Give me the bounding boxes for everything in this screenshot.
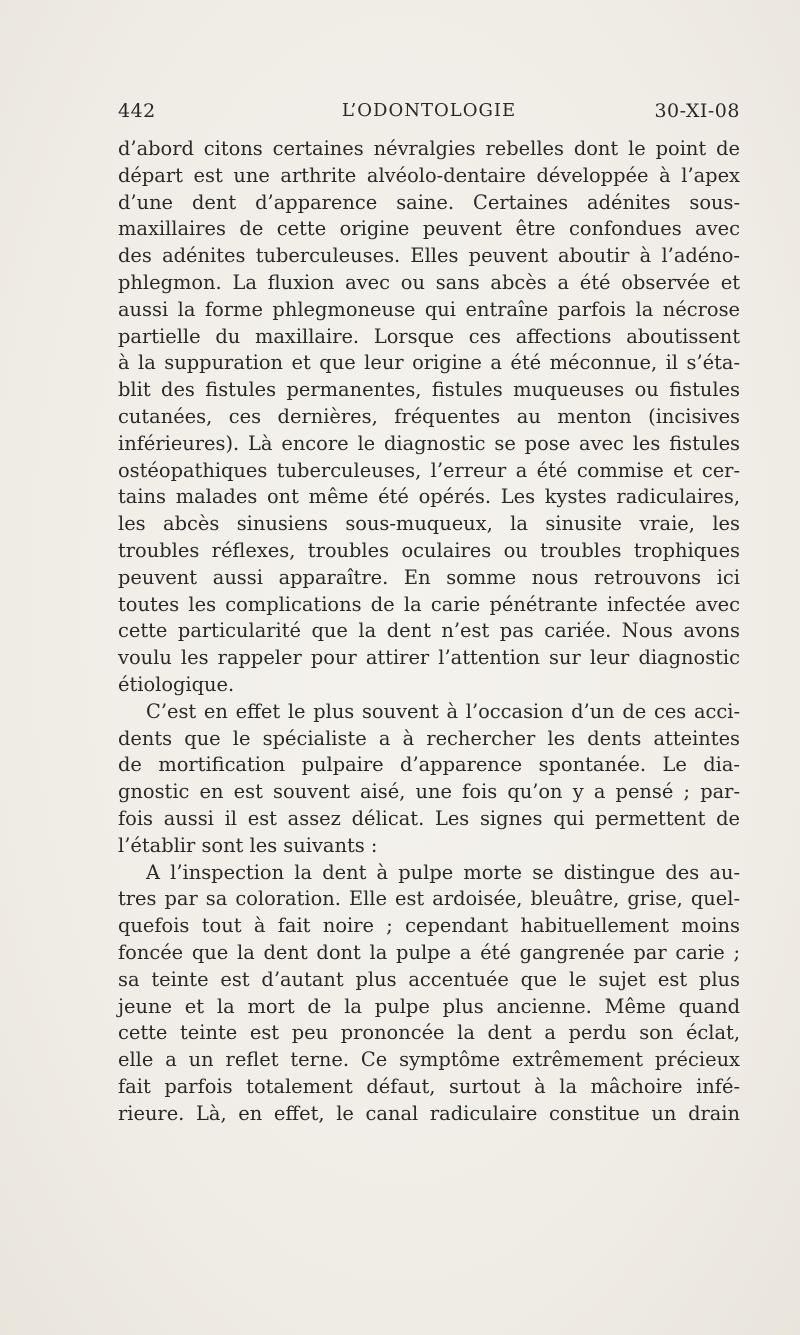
- text-line: partielle du maxillaire. Lorsque ces affections aboutissent: [118, 324, 740, 348]
- text-line: de mortification pulpaire d’apparence spontanée. Le dia-: [118, 753, 740, 777]
- text-line: fois aussi il est assez délicat. Les signes qui permettent de: [118, 806, 740, 830]
- text-line: troubles réflexes, troubles oculaires ou troubles trophiques: [118, 538, 740, 562]
- page-number: 442: [118, 100, 156, 122]
- text-line: fait parfois totalement défaut, surtout à la mâchoire infé-: [118, 1074, 740, 1098]
- text-line: aussi la forme phlegmoneuse qui entraîne parfois la nécrose: [118, 297, 740, 321]
- text-line: dents que le spécialiste a à rechercher les dents atteintes: [118, 726, 740, 750]
- body-text: [118, 136, 740, 1127]
- text-line: étiologique.: [118, 672, 235, 696]
- text-line: A l’inspection la dent à pulpe morte se distingue des au-: [146, 860, 740, 884]
- text-line: jeune et la mort de la pulpe plus ancienne. Même quand: [118, 994, 740, 1018]
- journal-title: L’ODONTOLOGIE: [341, 100, 517, 121]
- text-line: elle a un reflet terne. Ce symptôme extrêmement précieux: [118, 1048, 740, 1072]
- text-line: des adénites tuberculeuses. Elles peuvent aboutir à l’adéno-: [118, 244, 740, 268]
- issue-date: 30-XI-08: [654, 100, 740, 122]
- text-line: quefois tout à fait noire ; cependant habituellement moins: [118, 914, 740, 938]
- text-line: à la suppuration et que leur origine a été méconnue, il s’éta-: [118, 351, 740, 375]
- text-line: peuvent aussi apparaître. En somme nous retrouvons ici: [118, 565, 740, 589]
- text-line: toutes les complications de la carie pénétrante infectée avec: [118, 592, 740, 616]
- text-line: cutanées, ces dernières, fréquentes au menton (incisives: [118, 404, 740, 428]
- text-line: foncée que la dent dont la pulpe a été gangrenée par carie ;: [118, 940, 740, 964]
- text-line: d’abord citons certaines névralgies rebelles dont le point de: [118, 137, 740, 160]
- text-line: rieure. Là, en effet, le canal radiculaire constitue un drain: [118, 1101, 740, 1125]
- text-line: tains malades ont même été opérés. Les kystes radiculaires,: [118, 485, 740, 509]
- text-line: blit des fistules permanentes, fistules muqueuses ou fistules: [118, 378, 740, 402]
- text-line: maxillaires de cette origine peuvent être confondues avec: [118, 217, 740, 241]
- text-line: inférieures). Là encore le diagnostic se pose avec les fistules: [118, 431, 740, 455]
- text-line: cette particularité que la dent n’est pas cariée. Nous avons: [118, 619, 740, 643]
- text-line: les abcès sinusiens sous-muqueux, la sinusite vraie, les: [118, 512, 740, 536]
- text-line: sa teinte est d’autant plus accentuée que le sujet est plus: [118, 967, 740, 991]
- text-line: gnostic en est souvent aisé, une fois qu’on y a pensé ; par-: [118, 780, 740, 804]
- text-line: départ est une arthrite alvéolo-dentaire développée à l’apex: [118, 163, 740, 187]
- text-line: tres par sa coloration. Elle est ardoisée, bleuâtre, grise, quel-: [118, 887, 740, 911]
- text-line: l’établir sont les suivants :: [118, 833, 378, 857]
- text-line: d’une dent d’apparence saine. Certaines adénites sous-: [118, 190, 740, 214]
- text-line: voulu les rappeler pour attirer l’attention sur leur diagnostic: [118, 646, 740, 670]
- text-line: phlegmon. La fluxion avec ou sans abcès a été observée et: [118, 270, 740, 294]
- text-line: ostéopathiques tuberculeuses, l’erreur a été commise et cer-: [118, 458, 740, 482]
- text-line: cette teinte est peu prononcée la dent a perdu son éclat,: [118, 1021, 740, 1045]
- running-header: [118, 100, 740, 126]
- text-line: C’est en effet le plus souvent à l’occasion d’un de ces acci-: [146, 699, 740, 723]
